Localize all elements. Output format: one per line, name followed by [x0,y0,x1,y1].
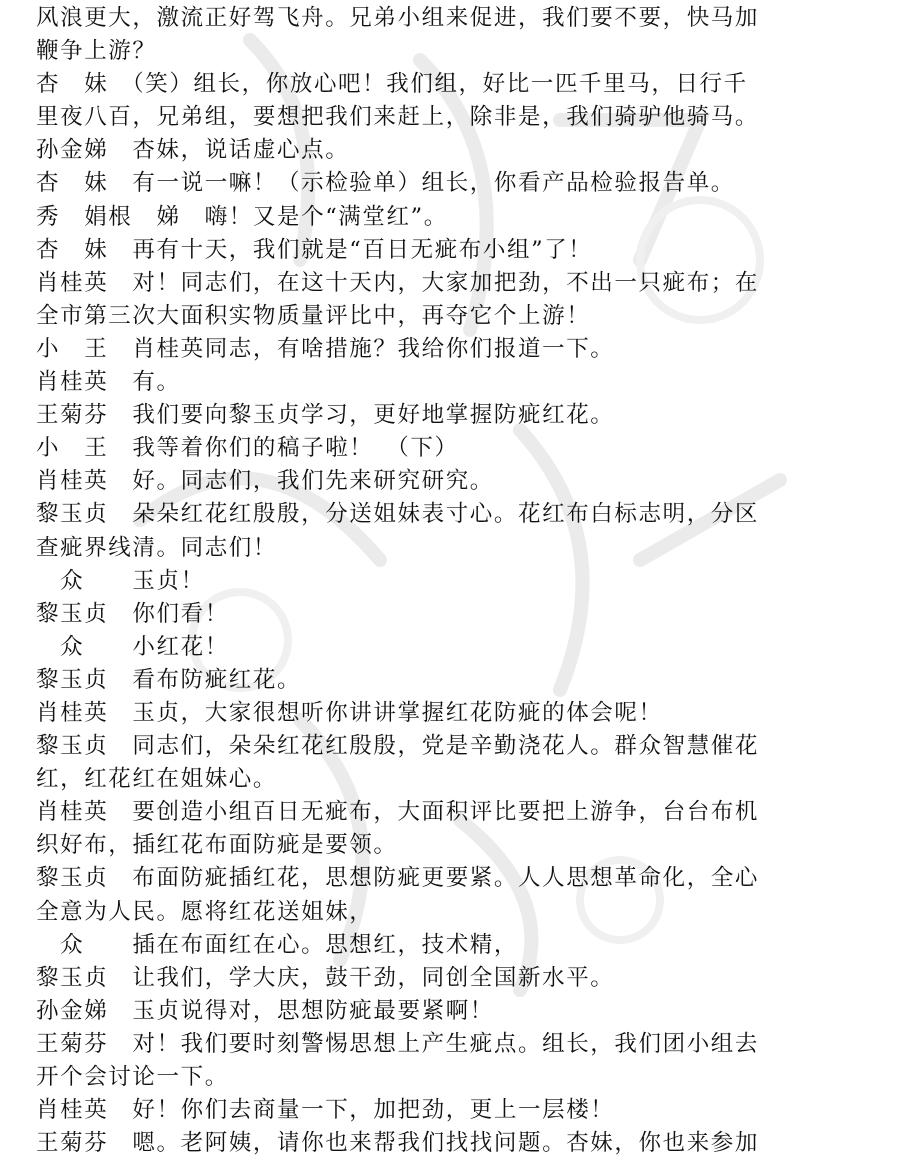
text-line: 杏 妹 再有十天，我们就是“百日无疵布小组”了！ [36,236,593,263]
text-line: 鞭争上游？ [36,38,157,65]
text-line: 里夜八百，兄弟组，要想把我们来赶上，除非是，我们骑驴他骑马。 [36,104,760,131]
text-line: 王菊芬 嗯。老阿姨，请你也来帮我们找找问题。杏妹，你也来参加 [36,1130,760,1157]
text-line: 黎玉贞 同志们，朵朵红花红殷殷，党是辛勤浇花人。群众智慧催花 [36,733,760,760]
text-line: 众 插在布面红在心。思想红，技术精， [36,931,519,958]
script-page [36,2,876,1160]
text-line: 肖桂英 要创造小组百日无疵布，大面积评比要把上游争，台台布机 [36,799,760,826]
text-line: 开个会讨论一下。 [36,1064,229,1090]
text-line: 织好布，插红花布面防疵是要领。 [36,832,398,859]
text-line: 黎玉贞 朵朵红花红殷殷，分送姐妹表寸心。花红布白标志明，分区 [36,501,760,528]
text-line: 秀 娟根 娣 嗨！又是个“满堂红”。 [36,203,448,230]
text-line: 杏 妹 有一说一嘛！（示检验单）组长，你看产品检验报告单。 [36,170,735,197]
text-line: 黎玉贞 布面防疵插红花，思想防疵更要紧。人人思想革命化，全心 [36,865,760,892]
text-line: 王菊芬 我们要向黎玉贞学习，更好地掌握防疵红花。 [36,402,615,429]
text-line: 黎玉贞 你们看！ [36,600,229,627]
text-line: 风浪更大，激流正好驾飞舟。兄弟小组来促进，我们要不要，快马加 [36,5,760,31]
text-line: 黎玉贞 让我们，学大庆，鼓干劲，同创全国新水平。 [36,964,615,991]
text-line: 全意为人民。愿将红花送姐妹， [36,898,374,925]
text-line: 孙金娣 玉贞说得对，思想防疵最要紧啊！ [36,997,494,1024]
text-line: 小 王 肖桂英同志，有啥措施？我给你们报道一下。 [36,335,615,362]
text-line: 杏 妹 （笑）组长，你放心吧！我们组，好比一匹千里马，日行千 [36,71,748,98]
text-line: 王菊芬 对！我们要时刻警惕思想上产生疵点。组长，我们团小组去 [36,1030,760,1057]
text-line: 小 王 我等着你们的稿子啦！ （下） [36,435,459,462]
text-line: 黎玉贞 看布防疵红花。 [36,666,302,693]
text-line: 孙金娣 杏妹，说话虚心点。 [36,137,350,164]
text-line: 全市第三次大面积实物质量评比中，再夺它个上游！ [36,302,591,329]
text-line: 肖桂英 好！你们去商量一下，加把劲，更上一层楼！ [36,1097,615,1124]
text-line: 肖桂英 玉贞，大家很想听你讲讲掌握红花防疵的体会呢！ [36,699,663,726]
text-line: 肖桂英 对！同志们，在这十天内，大家加把劲，不出一只疵布；在 [36,269,760,296]
text-line: 查疵界线清。同志们！ [36,534,278,561]
text-line: 红，红花红在姐妹心。 [36,766,278,793]
text-line: 众 小红花！ [36,633,229,660]
text-line: 肖桂英 好。同志们，我们先来研究研究。 [36,468,494,495]
text-line: 众 玉贞！ [36,567,205,594]
text-line: 肖桂英 有。 [36,369,181,396]
